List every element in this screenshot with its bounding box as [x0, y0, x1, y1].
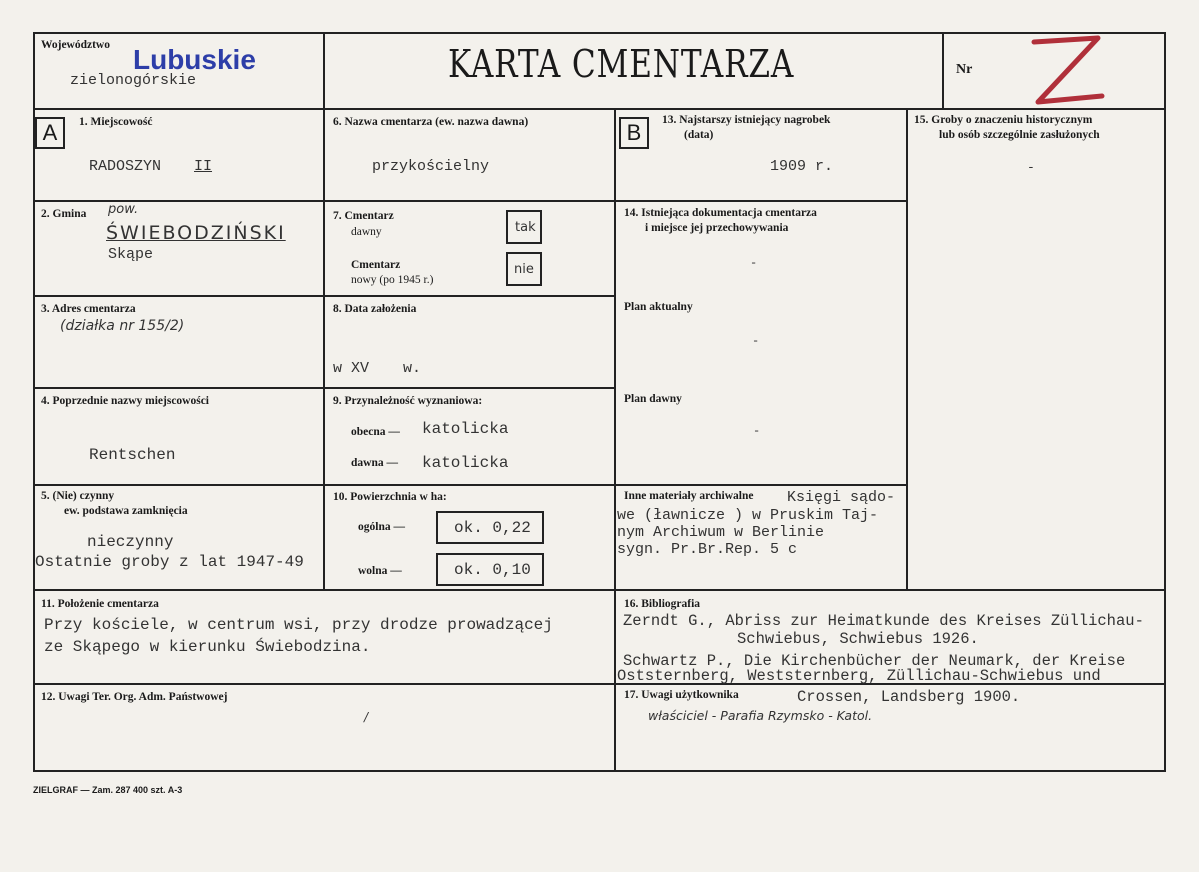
- f5-value-2: Ostatnie groby z lat 1947-49: [35, 553, 304, 571]
- f7-old-box: [506, 210, 542, 244]
- f6-label: 6. Nazwa cmentarza (ew. nazwa dawna): [333, 116, 529, 128]
- f11-label: 11. Położenie cmentarza: [41, 598, 159, 610]
- f9-current-label: obecna —: [351, 426, 400, 438]
- plan-old-value: -: [753, 424, 761, 438]
- f9-current-value: katolicka: [422, 420, 509, 438]
- f5-value-1: nieczynny: [87, 533, 174, 551]
- f12-value: /: [364, 710, 369, 724]
- divider: [614, 108, 616, 772]
- f3-label: 3. Adres cmentarza: [41, 303, 136, 315]
- f2-label: 2. Gmina: [41, 208, 87, 220]
- f10-label: 10. Powierzchnia w ha:: [333, 491, 447, 503]
- f8-value-1: w XV: [333, 360, 370, 377]
- plan-old-label: Plan dawny: [624, 393, 682, 405]
- f7-old-value: tak: [515, 220, 536, 235]
- f9-label: 9. Przynależność wyznaniowa:: [333, 395, 483, 407]
- f14-label-2: i miejsce jej przechowywania: [645, 222, 789, 234]
- f14-label-1: 14. Istniejąca dokumentacja cmentarza: [624, 207, 817, 219]
- plan-current-value: -: [752, 334, 760, 348]
- f5-label-1: 5. (Nie) czynny: [41, 490, 115, 502]
- f13-label-1: 13. Najstarszy istniejący nagrobek: [662, 114, 831, 126]
- f17-label: 17. Uwagi użytkownika: [624, 689, 739, 701]
- f7-new-box: [506, 252, 542, 286]
- divider: [323, 32, 325, 590]
- voivodeship-label: Województwo: [41, 39, 110, 51]
- divider: [942, 32, 944, 109]
- f3-value: (działka nr 155/2): [60, 318, 185, 334]
- archive-value-4: sygn. Pr.Br.Rep. 5 c: [617, 541, 798, 558]
- archive-label: Inne materiały archiwalne: [624, 490, 754, 502]
- f16-label: 16. Bibliografia: [624, 598, 701, 610]
- divider: [906, 108, 908, 590]
- plan-current-label: Plan aktualny: [624, 301, 693, 313]
- f12-label: 12. Uwagi Ter. Org. Adm. Państwowej: [41, 691, 228, 703]
- f6-value: przykościelny: [372, 158, 490, 175]
- f2-old: Skąpe: [108, 246, 154, 263]
- f7-old-label: dawny: [351, 226, 382, 238]
- f2-prefix: pow.: [108, 202, 139, 217]
- f16-value-3: Schwartz P., Die Kirchenbücher der Neumark, der Kreise: [623, 652, 1126, 670]
- voivodeship-old: zielonogórskie: [70, 72, 197, 89]
- f13-label-2: (data): [684, 129, 714, 141]
- f7-new-label-1: Cmentarz: [351, 259, 401, 271]
- f11-value-1: Przy kościele, w centrum wsi, przy drodze prowadzącej: [44, 616, 553, 634]
- f16-value-5: Crossen, Landsberg 1900.: [797, 688, 1021, 706]
- f9-former-value: katolicka: [422, 454, 509, 472]
- f7-label: 7. Cmentarz: [333, 210, 394, 222]
- divider: [33, 589, 1166, 591]
- archive-value-3: nym Archiwum w Berlinie: [617, 524, 825, 541]
- divider: [33, 295, 615, 297]
- voivodeship-stamp: Lubuskie: [133, 44, 256, 75]
- f15-label-2: lub osób szczególnie zasłużonych: [939, 129, 1100, 141]
- page-title: KARTA CMENTARZA: [448, 42, 795, 86]
- f1-mark: II: [194, 158, 213, 175]
- f14-value: -: [750, 256, 758, 270]
- f10-free-value: ok. 0,10: [454, 561, 531, 579]
- f11-value-2: ze Skąpego w kierunku Świebodzina.: [44, 638, 371, 656]
- f4-value: Rentschen: [89, 446, 176, 464]
- f1-label: 1. Miejscowość: [79, 116, 153, 128]
- f4-label: 4. Poprzednie nazwy miejscowości: [41, 395, 209, 407]
- divider: [33, 108, 1166, 110]
- f10-total-box: [436, 511, 544, 544]
- archive-value-1: Księgi sądo-: [787, 489, 896, 506]
- f9-former-label: dawna —: [351, 457, 398, 469]
- f8-label: 8. Data założenia: [333, 303, 417, 315]
- divider: [33, 387, 615, 389]
- f10-free-label: wolna —: [358, 565, 402, 577]
- f5-label-2: ew. podstawa zamknięcia: [64, 505, 188, 517]
- f8-value-2: w.: [403, 360, 422, 377]
- f10-total-value: ok. 0,22: [454, 519, 531, 537]
- f10-total-label: ogólna —: [358, 521, 405, 533]
- section-b-letter: B: [619, 117, 649, 149]
- divider: [33, 200, 907, 202]
- nr-label: Nr: [956, 62, 973, 77]
- f16-value-1: Zerndt G., Abriss zur Heimatkunde des Kreises Züllichau-: [623, 612, 1144, 630]
- f15-value: -: [1027, 160, 1035, 175]
- f10-free-box: [436, 553, 544, 586]
- f16-value-2: Schwiebus, Schwiebus 1926.: [737, 630, 979, 648]
- red-z-mark: [1028, 34, 1108, 108]
- section-a-letter: A: [35, 117, 65, 149]
- f7-new-label-2: nowy (po 1945 r.): [351, 274, 434, 286]
- printer-footer: ZIELGRAF — Zam. 287 400 szt. A-3: [33, 785, 183, 795]
- archive-value-2: we (ławnicze ) w Pruskim Taj-: [617, 507, 879, 524]
- f15-label-1: 15. Groby o znaczeniu historycznym: [914, 114, 1093, 126]
- f13-value: 1909 r.: [770, 158, 834, 175]
- f1-value: RADOSZYN: [89, 158, 162, 175]
- f2-value: ŚWIEBODZIŃSKI: [106, 222, 286, 244]
- f17-value: właściciel - Parafia Rzymsko - Katol.: [648, 708, 873, 723]
- f7-new-value: nie: [514, 262, 534, 277]
- divider: [33, 484, 907, 486]
- f16-value-4: Oststernberg, Weststernberg, Züllichau-Schwiebus und: [617, 667, 1101, 685]
